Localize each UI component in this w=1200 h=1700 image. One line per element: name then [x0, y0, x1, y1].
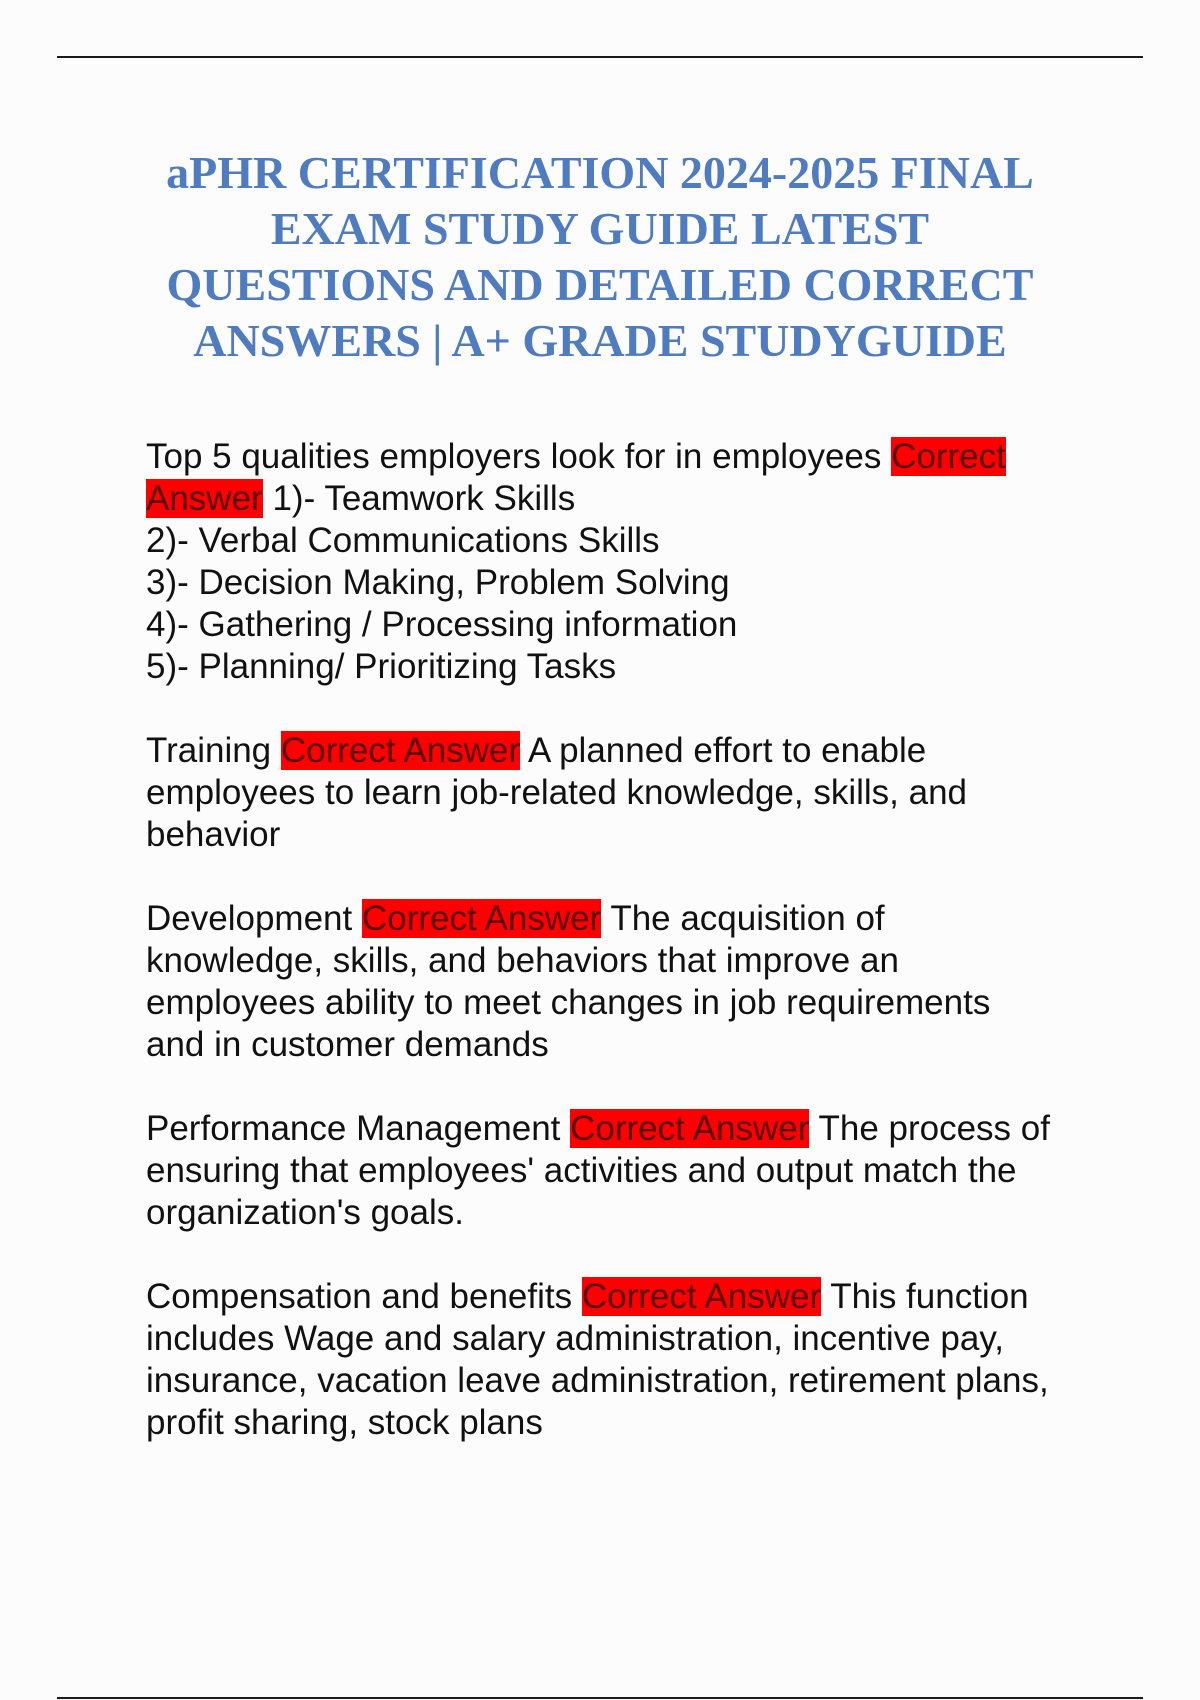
qa-answer-text: 1)- Teamwork Skills: [272, 479, 576, 518]
qa-term: Top 5 qualities employers look for in employees: [146, 437, 882, 476]
title-line: QUESTIONS AND DETAILED CORRECT: [166, 259, 1034, 310]
qa-term: Compensation and benefits: [146, 1277, 573, 1316]
qa-line: [146, 1276, 1096, 1318]
qa-item-top-qualities: [146, 436, 1096, 688]
qa-answer-line: ensuring that employees' activities and output match the: [146, 1151, 1017, 1190]
qa-line: [146, 898, 1096, 940]
qa-answer-line: knowledge, skills, and behaviors that improve an: [146, 941, 899, 980]
correct-answer-tag: Answer: [146, 479, 263, 518]
qa-answer-line: 3)- Decision Making, Problem Solving: [146, 563, 730, 602]
qa-line: [146, 730, 1096, 772]
qa-item-development: [146, 898, 1096, 1066]
qa-term: Performance Management: [146, 1109, 561, 1148]
qa-answer-line: employees to learn job-related knowledge, skills, and: [146, 773, 968, 812]
qa-answer-line: insurance, vacation leave administration, retirement plans,: [146, 1361, 1049, 1400]
qa-answer-line: includes Wage and salary administration, incentive pay,: [146, 1319, 1004, 1358]
qa-line: [146, 478, 1096, 520]
qa-term: Development: [146, 899, 353, 938]
qa-line: [146, 436, 1096, 478]
qa-answer-line: behavior: [146, 815, 281, 854]
qa-answer-text: The acquisition of: [610, 899, 885, 938]
qa-term: Training: [146, 731, 272, 770]
document-title: [100, 145, 1100, 369]
qa-answer-line: 2)- Verbal Communications Skills: [146, 521, 660, 560]
qa-answer-text: A planned effort to enable: [527, 731, 927, 770]
qa-answer-text: The process of: [818, 1109, 1050, 1148]
qa-line: [146, 1108, 1096, 1150]
title-line: aPHR CERTIFICATION 2024-2025 FINAL: [166, 147, 1034, 198]
qa-answer-line: 4)- Gathering / Processing information: [146, 605, 738, 644]
qa-answer-line: 5)- Planning/ Prioritizing Tasks: [146, 647, 617, 686]
qa-answer-line: employees ability to meet changes in job requirements: [146, 983, 991, 1022]
qa-answer-line: and in customer demands: [146, 1025, 549, 1064]
bottom-rule: [57, 1697, 1143, 1699]
qa-list: [146, 436, 1096, 1486]
correct-answer-tag: Correct Answer: [570, 1109, 810, 1148]
qa-answer-text: This function: [830, 1277, 1029, 1316]
correct-answer-tag: Correct: [891, 437, 1006, 476]
qa-answer-line: organization's goals.: [146, 1193, 464, 1232]
correct-answer-tag: Correct Answer: [280, 731, 521, 770]
qa-item-performance-management: [146, 1108, 1096, 1234]
qa-item-compensation-benefits: [146, 1276, 1096, 1444]
correct-answer-tag: Correct Answer: [581, 1277, 822, 1316]
title-line: EXAM STUDY GUIDE LATEST: [270, 203, 930, 254]
correct-answer-tag: Correct Answer: [361, 899, 602, 938]
qa-item-training: [146, 730, 1096, 856]
title-line: ANSWERS | A+ GRADE STUDYGUIDE: [193, 315, 1007, 366]
qa-answer-line: profit sharing, stock plans: [146, 1403, 543, 1442]
top-rule: [57, 56, 1143, 58]
